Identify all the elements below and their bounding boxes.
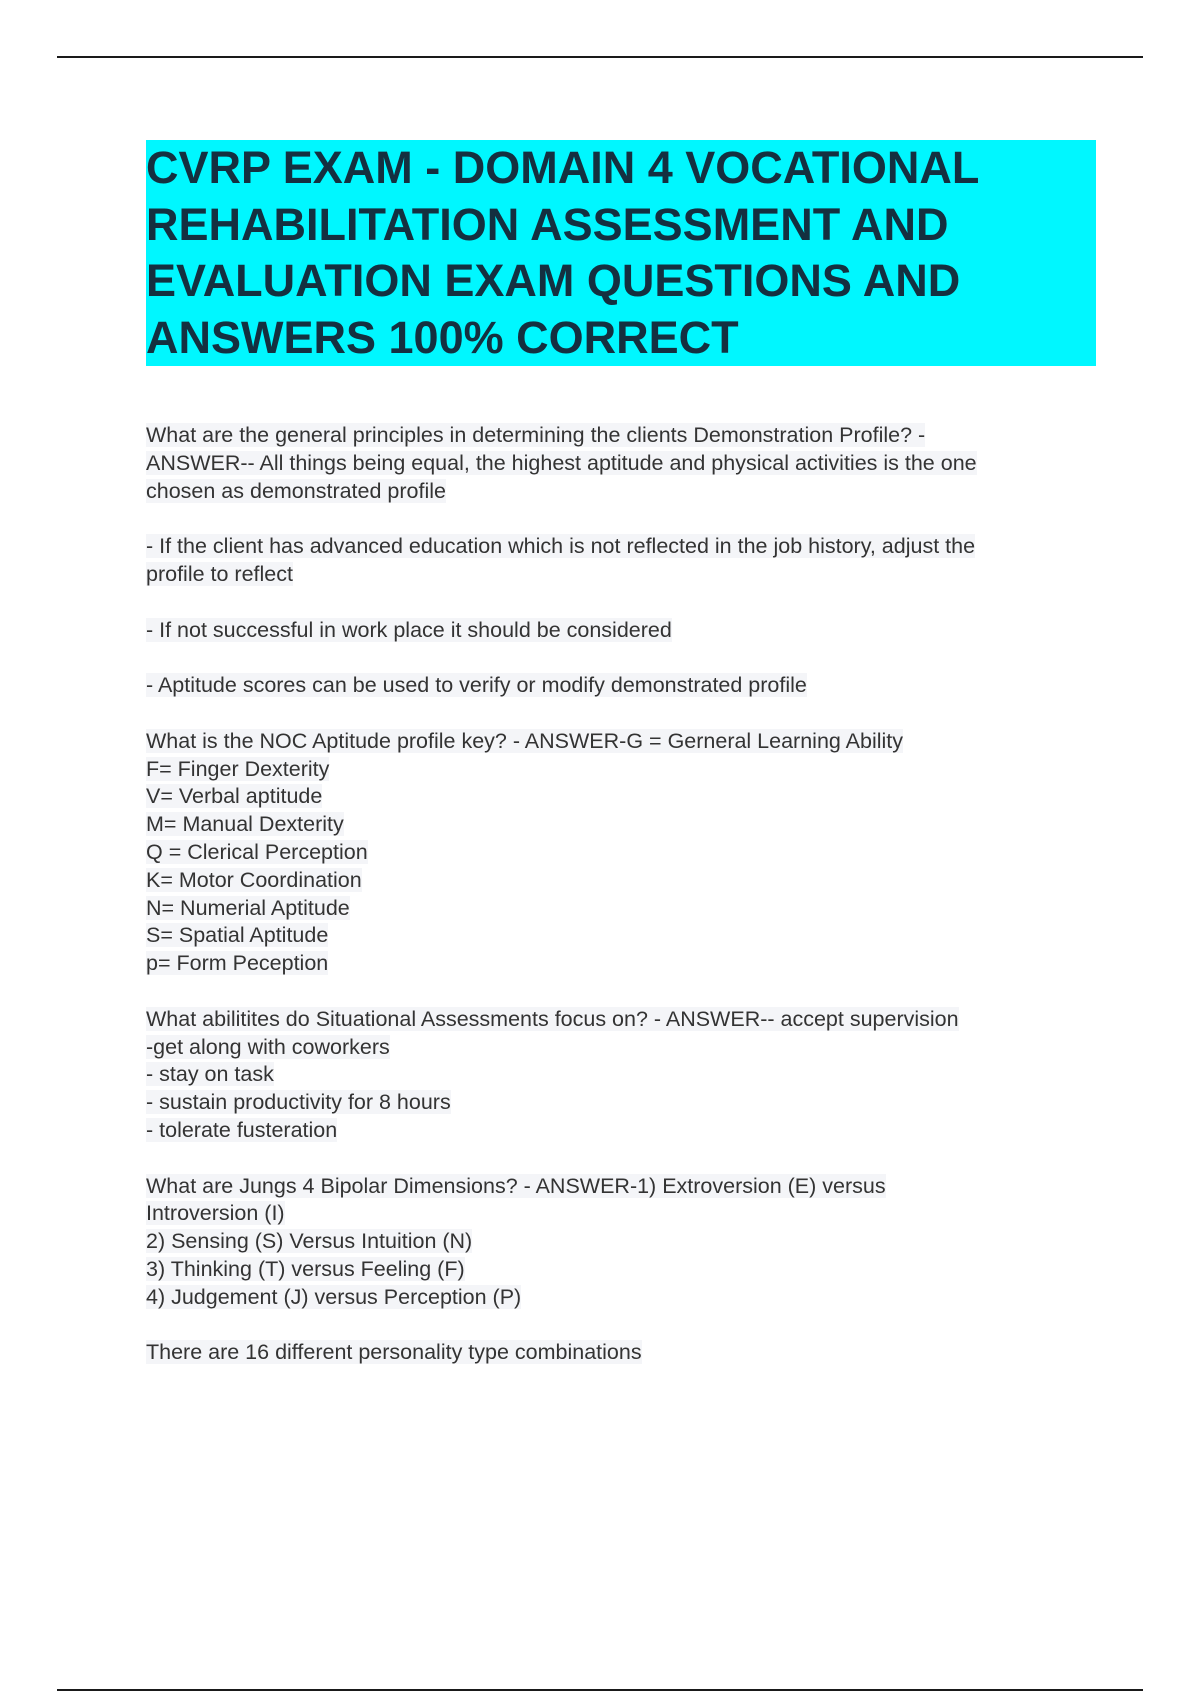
text-line: - If the client has advanced education which is not reflected in the job history, adjust the xyxy=(146,534,976,559)
qa-paragraph xyxy=(146,617,1096,645)
title-line: CVRP EXAM - DOMAIN 4 VOCATIONAL xyxy=(146,140,1096,197)
title-line: REHABILITATION ASSESSMENT AND xyxy=(146,197,1096,254)
text-line: There are 16 different personality type combinations xyxy=(146,1340,642,1365)
text-line: S= Spatial Aptitude xyxy=(146,923,329,948)
qa-content xyxy=(146,422,1096,1367)
text-line: N= Numerial Aptitude xyxy=(146,895,350,920)
text-line: profile to reflect xyxy=(146,561,293,586)
document-body xyxy=(146,140,1096,1395)
text-line: Introversion (I) xyxy=(146,1201,285,1226)
text-line: - tolerate fusteration xyxy=(146,1117,338,1142)
title-line: EVALUATION EXAM QUESTIONS AND xyxy=(146,253,1096,310)
title-line: ANSWERS 100% CORRECT xyxy=(146,310,1096,367)
header-rule xyxy=(57,56,1143,58)
text-line: p= Form Peception xyxy=(146,951,329,976)
text-line: - sustain productivity for 8 hours xyxy=(146,1090,451,1115)
qa-paragraph xyxy=(146,672,1096,700)
text-line: F= Finger Dexterity xyxy=(146,756,330,781)
qa-paragraph xyxy=(146,1339,1096,1367)
text-line: What are the general principles in determining the clients Demonstration Profile? - xyxy=(146,423,926,447)
document-title xyxy=(146,140,1096,366)
text-line: What abilitites do Situational Assessments focus on? - ANSWER-- accept supervision xyxy=(146,1006,959,1031)
text-line: What are Jungs 4 Bipolar Dimensions? - ANSWER-1) Extroversion (E) versus xyxy=(146,1173,886,1198)
text-line: ANSWER-- All things being equal, the highest aptitude and physical activities is the one xyxy=(146,450,977,475)
qa-paragraph xyxy=(146,533,1096,589)
qa-paragraph xyxy=(146,1173,1096,1312)
text-line: 2) Sensing (S) Versus Intuition (N) xyxy=(146,1229,473,1254)
text-line: - If not successful in work place it should be considered xyxy=(146,617,672,642)
text-line: -get along with coworkers xyxy=(146,1034,390,1059)
qa-paragraph xyxy=(146,728,1096,978)
qa-paragraph xyxy=(146,422,1096,505)
footer-rule xyxy=(57,1689,1143,1691)
text-line: What is the NOC Aptitude profile key? - ANSWER-G = Gerneral Learning Ability xyxy=(146,728,904,753)
text-line: 4) Judgement (J) versus Perception (P) xyxy=(146,1284,522,1309)
text-line: V= Verbal aptitude xyxy=(146,784,323,809)
text-line: chosen as demonstrated profile xyxy=(146,478,446,503)
text-line: 3) Thinking (T) versus Feeling (F) xyxy=(146,1256,465,1281)
text-line: M= Manual Dexterity xyxy=(146,812,344,837)
text-line: - stay on task xyxy=(146,1062,274,1087)
qa-paragraph xyxy=(146,1006,1096,1145)
text-line: - Aptitude scores can be used to verify or modify demonstrated profile xyxy=(146,673,807,698)
text-line: K= Motor Coordination xyxy=(146,867,362,892)
text-line: Q = Clerical Perception xyxy=(146,839,368,864)
